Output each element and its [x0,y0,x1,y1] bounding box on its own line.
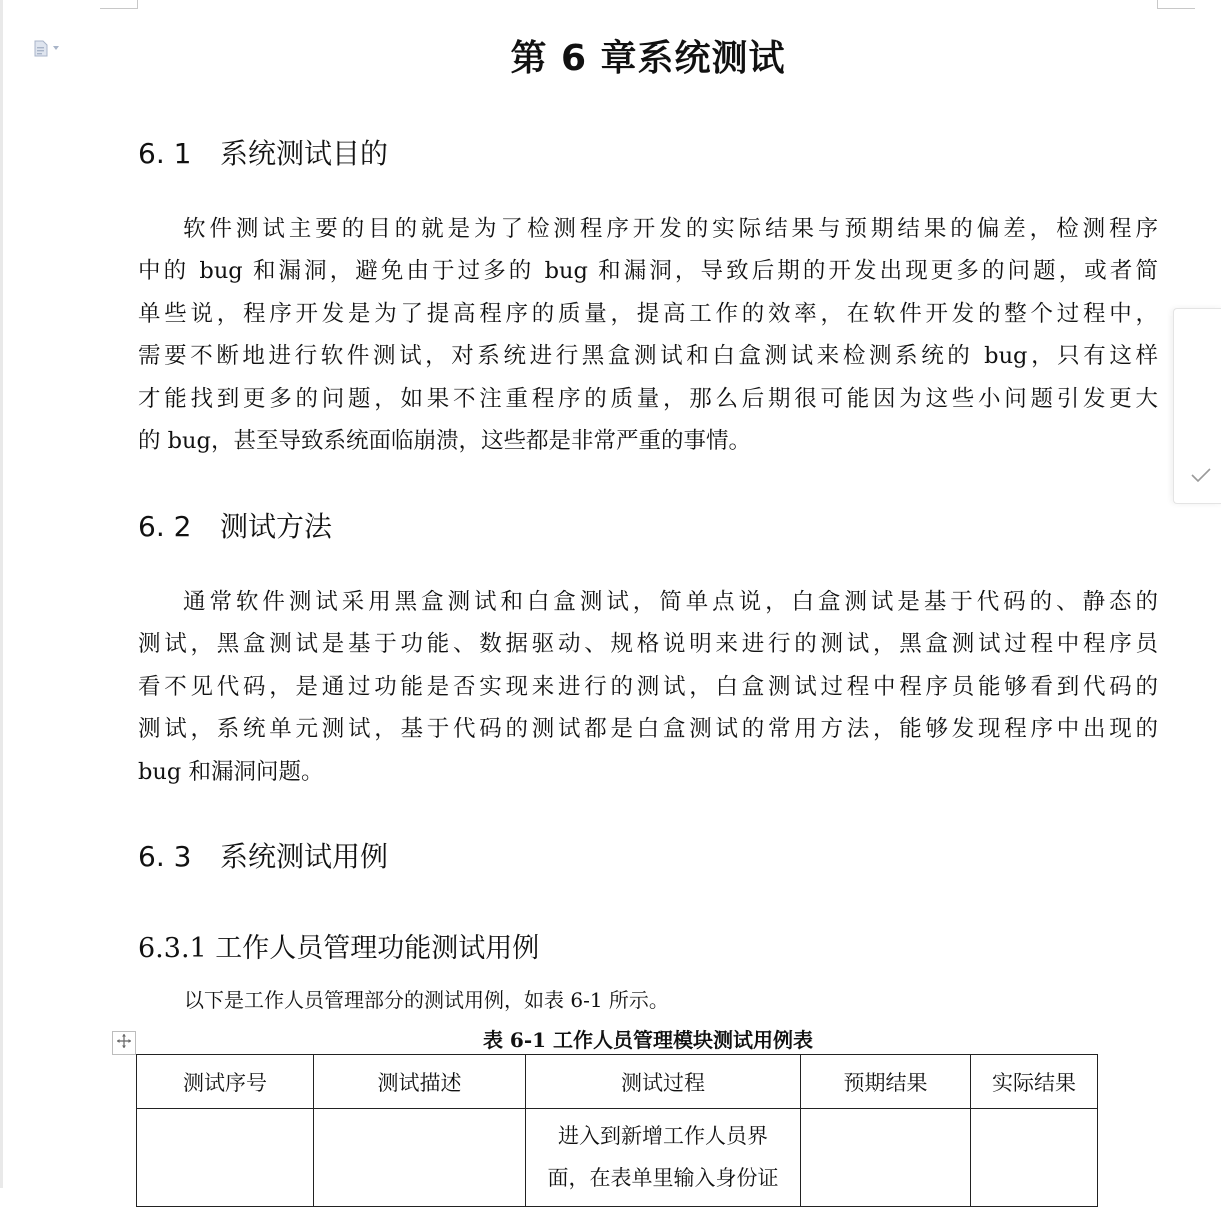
move-icon [116,1033,132,1053]
chevron-down-icon [53,46,59,50]
page-corner-mark-right [1157,0,1195,9]
cell-test-description [314,1109,526,1207]
cell-actual-result [971,1109,1098,1207]
document-menu-button[interactable] [34,38,68,58]
table-header-row [137,1055,1098,1109]
header-test-id: 测试序号 [137,1055,314,1109]
header-test-process: 测试过程 [526,1055,801,1109]
page-corner-mark-left [100,0,138,9]
table-row [137,1109,1098,1207]
section-heading-6-3: 6. 3 系统测试用例 [138,840,389,873]
table-move-handle[interactable] [112,1031,136,1055]
cell-expected-result [801,1109,971,1207]
page-edge [0,0,3,1188]
cell-test-id [137,1109,314,1207]
header-actual-result: 实际结果 [971,1055,1098,1109]
section-heading-6-1: 6. 1 系统测试目的 [138,137,389,170]
section-heading-6-2: 6. 2 测试方法 [138,510,333,543]
paragraph-purpose: 软件测试主要的目的就是为了检测程序开发的实际结果与预期结果的偏差，检测程序 中的 bug 和漏洞，避免由于过多的 bug 和漏洞，导致后期的开发出现更多的问题，或者简 单些说，程序开发是为了提高程序的质量，提高工作的效率，在软件开发的整个过程中， 需要不断地进行软件测试，对系统进行黑盒测试和白盒测试来检测系统的 bug，只有这样 才能找到更多的问题，如果不注重程序的质量，那么后期很可能因为这些小问题引发更大 的 bug，甚至导致系统面临崩溃，这些都是非常严重的事情。 [138,216,1158,455]
paragraph-method: 通常软件测试采用黑盒测试和白盒测试，简单点说，白盒测试是基于代码的、静态的 测试，黑盒测试是基于功能、数据驱动、规格说明来进行的测试，黑盒测试过程中程序员 看不见代码，是通过功能是否实现来进行的测试，白盒测试过程中程序员能够看到代码的 测试，系统单元测试，基于代码的测试都是白盒测试的常用方法，能够发现程序中出现的 bug 和漏洞问题。 [138,589,1158,785]
table-intro: 以下是工作人员管理部分的测试用例，如表 6-1 所示。 [184,988,669,1012]
side-panel[interactable] [1173,308,1221,504]
test-case-table [136,1054,1098,1207]
subsection-heading: 6.3.1 工作人员管理功能测试用例 [138,933,540,964]
cell-test-process: 进入到新增工作人员界 面，在表单里输入身份证 [526,1109,801,1207]
header-test-description: 测试描述 [314,1055,526,1109]
header-expected-result: 预期结果 [801,1055,971,1109]
chapter-title: 第 6 章系统测试 [510,38,786,79]
document-icon [34,40,48,57]
check-icon[interactable] [1190,467,1212,487]
table-caption: 表 6-1 工作人员管理模块测试用例表 [482,1028,814,1052]
